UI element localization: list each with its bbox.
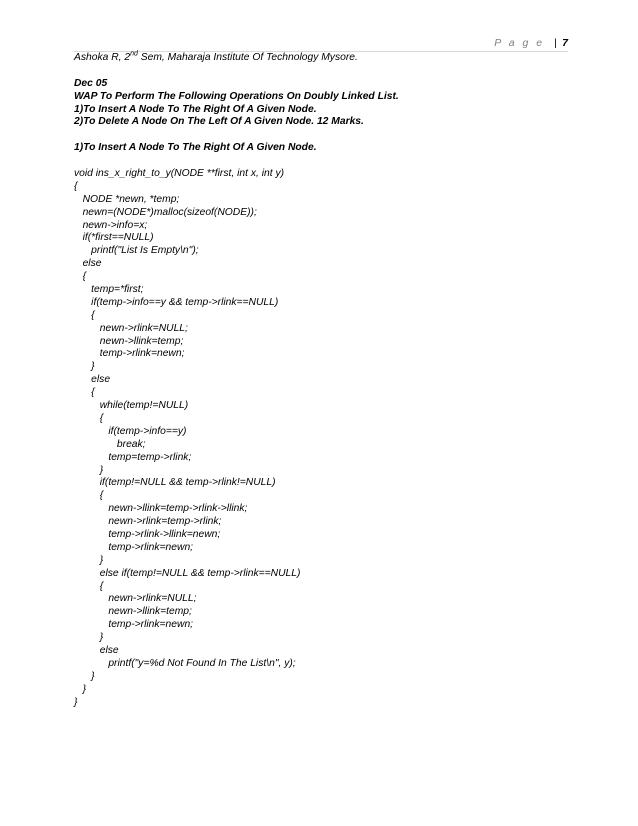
document-body — [74, 52, 568, 709]
code-line: } — [74, 361, 95, 373]
code-line: newn->info=x; — [74, 219, 148, 231]
code-line: else — [74, 258, 102, 270]
code-line: } — [74, 632, 104, 644]
page-number: 7 — [562, 37, 568, 49]
code-line: else — [74, 374, 111, 386]
code-line: newn->llink=temp; — [74, 335, 184, 347]
code-line: printf("List Is Empty\n"); — [74, 245, 199, 257]
code-line: } — [74, 683, 87, 695]
code-line: else if(temp!=NULL && temp->rlink==NULL) — [74, 567, 301, 579]
code-line: } — [74, 554, 104, 566]
code-line: newn->llink=temp; — [74, 606, 192, 618]
code-line: } — [74, 696, 78, 708]
code-line: temp=temp->rlink; — [74, 451, 192, 463]
code-block — [74, 168, 568, 709]
code-line: printf("y=%d Not Found In The List\n", y); — [74, 657, 296, 669]
code-line: { — [74, 180, 78, 192]
question-item-1: 1)To Insert A Node To The Right Of A Given Node. — [74, 103, 317, 115]
page-word: P a g e — [494, 37, 545, 49]
question-date: Dec 05 — [74, 77, 108, 89]
code-line: NODE *newn, *temp; — [74, 193, 180, 205]
code-line: temp->rlink=newn; — [74, 348, 185, 360]
code-line: if(temp->info==y) — [74, 425, 187, 437]
code-line: void ins_x_right_to_y(NODE **first, int x, int y) — [74, 168, 285, 180]
code-line: { — [74, 580, 104, 592]
code-line: { — [74, 309, 95, 321]
code-line: { — [74, 271, 87, 283]
code-line: temp=*first; — [74, 284, 144, 296]
code-line: break; — [74, 438, 146, 450]
section-heading: 1)To Insert A Node To The Right Of A Given Node. — [74, 142, 317, 154]
question-title: WAP To Perform The Following Operations On Doubly Linked List. — [74, 90, 399, 102]
code-line: { — [74, 490, 104, 502]
code-line: newn->rlink=NULL; — [74, 322, 188, 334]
code-line: temp->rlink=newn; — [74, 619, 194, 631]
code-line: if(*first==NULL) — [74, 232, 154, 244]
code-line: } — [74, 464, 104, 476]
code-line: if(temp->info==y && temp->rlink==NULL) — [74, 296, 279, 308]
code-line: while(temp!=NULL) — [74, 400, 189, 412]
code-line: { — [74, 412, 104, 424]
page-separator: | — [554, 37, 557, 49]
page-header — [494, 37, 568, 49]
code-line: if(temp!=NULL && temp->rlink!=NULL) — [74, 477, 276, 489]
code-line: newn->llink=temp->rlink->llink; — [74, 503, 248, 515]
author-line: Ashoka R, 2nd Sem, Maharaja Institute Of Technology Mysore. — [74, 50, 358, 63]
code-line: } — [74, 670, 95, 682]
code-line: temp->rlink->llink=newn; — [74, 528, 221, 540]
code-line: newn->rlink=temp->rlink; — [74, 516, 222, 528]
code-line: temp->rlink=newn; — [74, 541, 194, 553]
question-item-2: 2)To Delete A Node On The Left Of A Given Node. 12 Marks. — [74, 116, 364, 128]
code-line: newn->rlink=NULL; — [74, 593, 197, 605]
code-line: newn=(NODE*)malloc(sizeof(NODE)); — [74, 206, 257, 218]
code-line: else — [74, 644, 119, 656]
code-line: { — [74, 387, 95, 399]
